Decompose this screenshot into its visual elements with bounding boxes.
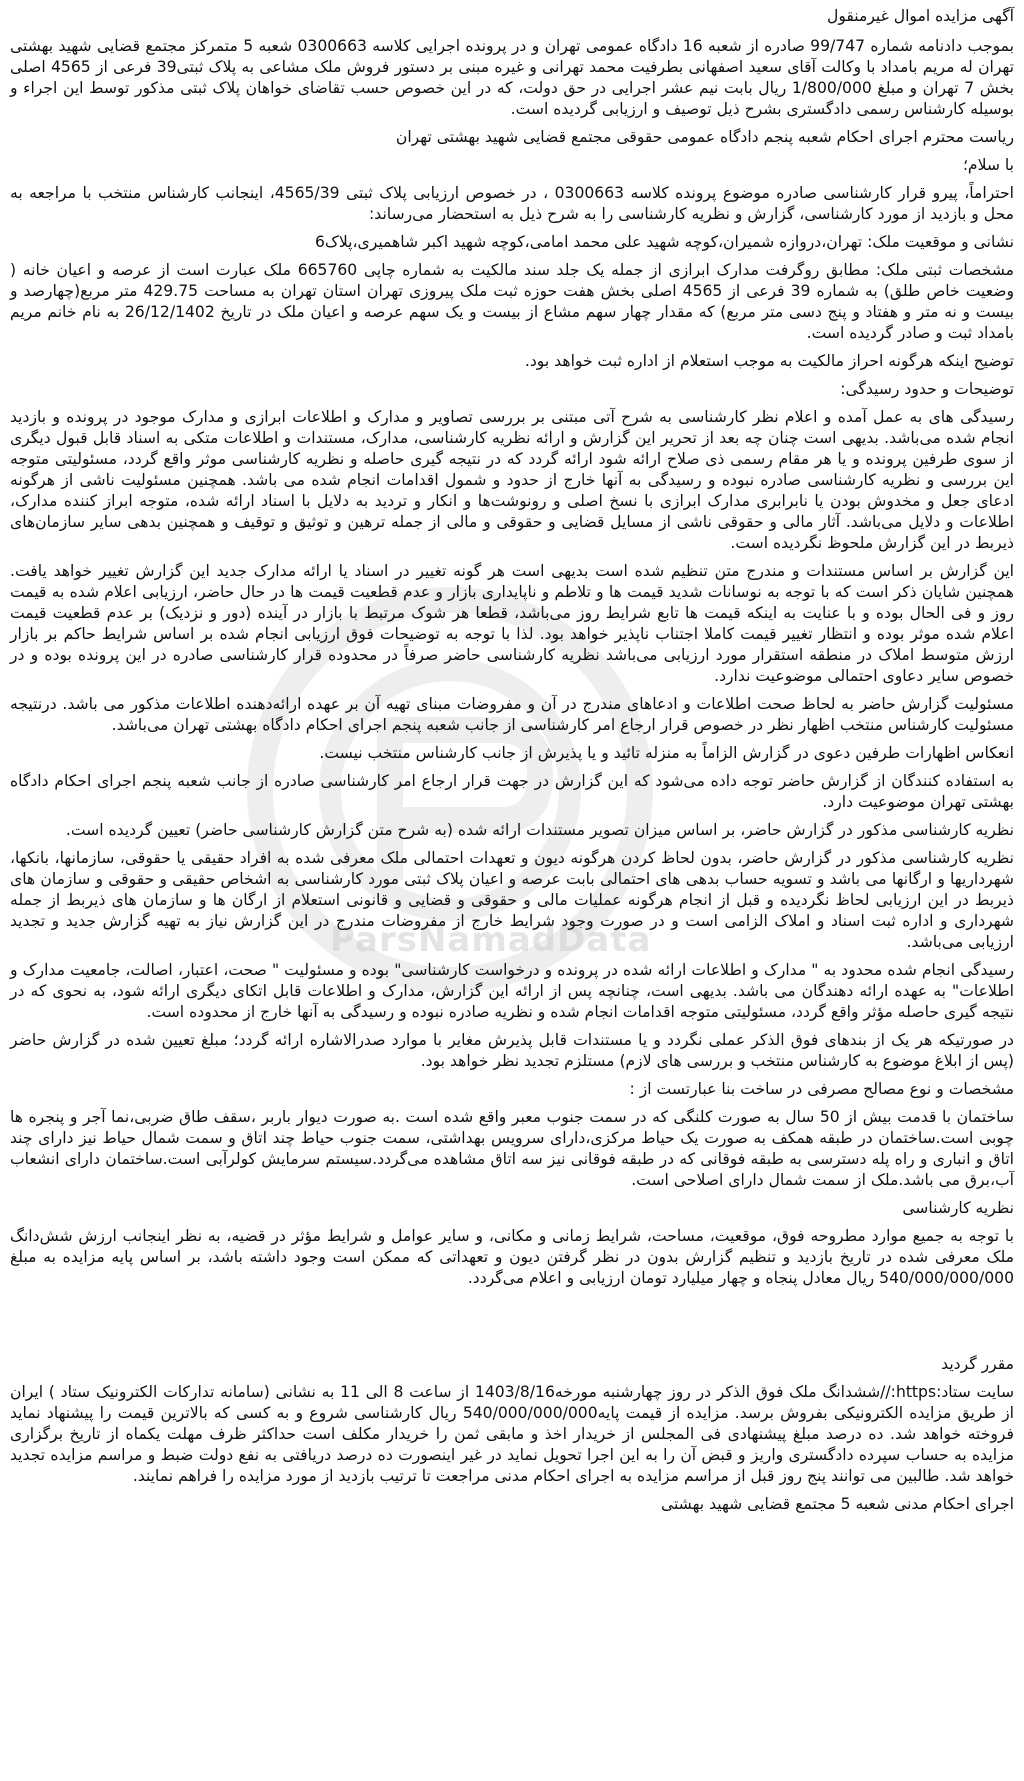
paragraph-responsibility: مسئولیت گزارش حاضر به لحاظ صحت اطلاعات و ادعاهای مندرج در آن و مفروضات مبنای تهیه آن بر عهده ارائه‌دهنده اطلاعات مذکور می باشد. درنتیجه مسئولیت کارشناس منتخب اظهار نظر در خصوص قرار ارجاع امر کارشناسی از جانب شعبه پنجم اجرای احکام دادگاه بهشتی تهران می‌باشد. <box>10 695 1014 734</box>
paragraph-materials-heading: مشخصات و نوع مصالح مصرفی در ساخت بنا عبارتست از : <box>629 1080 1014 1098</box>
paragraph-ownership-note: توضیح اینکه هرگونه احراز مالکیت به موجب استعلام از اداره ثبت خواهد بود. <box>524 352 1014 370</box>
paragraph-registration-details: مشخصات ثبتی ملک: مطابق روگرفت مدارک ابرازی از جمله یک جلد سند مالکیت به شماره چاپی 665760 ملک عبارت است از عرصه و اعیان خانه ( وضعیت خاص طلق) به شماره 39 فرعی از 4565 اصلی بخش هفت حوزه ثبت ملک پیروزی تهران استان تهران به مساحت 429.75 متر مربع(چهارصد و بیست و نه متر و هفتاد و پنج دسی متر مربع) که مقدار چهار سهم مشاع از بیست و یک سهم عرصه و اعیان ملک در تاریخ 26/12/1402 به نام خانم مریم بامداد ثبت و صادر گردیده است. <box>10 261 1015 342</box>
paragraph-debts: نظریه کارشناسی مذکور در گزارش حاضر، بدون لحاظ کردن هرگونه دیون و تعهدات احتمالی ملک معرفی شده به افراد حقیقی یا حقوقی، سازمانها، بانکها، شهرداریها و ارگانها می باشد و تسویه حساب بدهی های احتمالی بابت عرصه و اعیان پلاک ثبتی مورد کارشناسی به اشخاص حقیقی و حقوقی و سازمان های ذیربط در این ارزیابی لحاظ نگردیده و قبل از انجام هرگونه عملیات مالی و حقوقی و قضایی و قانونی استعلام از ارگان ها و سازمان های ذیربط از جمله شهرداری و اداره ثبت اسناد و املاک الزامی است و در صورت وجود شرایط خارج از مفروضات مندرج در این گزارش نیاز به تهیه گزارش جدید و تجدید ارزیابی می‌باشد. <box>10 849 1014 951</box>
paragraph-signature: اجرای احکام مدنی شعبه 5 مجتمع قضایی شهید بهشتی <box>660 1495 1014 1513</box>
watermark-text: ParsNamadData <box>330 920 652 960</box>
auction-notice-document <box>10 6 1014 1522</box>
paragraph-opinion-heading: نظریه کارشناسی <box>902 1199 1014 1217</box>
paragraph-decision-heading: مقرر گردید <box>941 1355 1014 1373</box>
paragraph-scope-heading: توضیحات و حدود رسیدگی: <box>840 380 1014 398</box>
paragraph-addressee: ریاست محترم اجرای احکام شعبه پنجم دادگاه عمومی حقوقی مجتمع قضایی شهید بهشتی تهران <box>395 128 1014 146</box>
paragraph-expert-reference: احتراماً، پیرو قرار کارشناسی صادره موضوع پرونده کلاسه 0300663 ، در خصوص ارزیابی پلاک ثبتی 4565/39، اینجانب کارشناس منتخب با مراجعه به محل و بازدید از مورد کارشناسی، گزارش و نظریه کارشناسی را به شرح ذیل به استحضار می‌رساند: <box>10 184 1014 223</box>
paragraph-intro: بموجب دادنامه شماره 99/747 صادره از شعبه 16 دادگاه عمومی تهران و در پرونده اجرایی کلاسه 0300663 شعبه 5 متمرکز مجتمع قضایی شهید بهشتی تهران له مریم بامداد با وکالت آقای سعید اصفهانی بطرفیت محمد تهرانی و غیره مبنی بر دستور فروش ملک مشاعی به پلاک ثبتی39 فرعی از 4565 اصلی بخش 7 تهران و مبلغ 1/800/000 ریال بابت نیم عشر اجرایی در حق دولت، که در این خصوص حسب تقاضای خواهان پلاک ثبتی مذکور توسط این اجراء و بوسیله کارشناس رسمی دادگستری بشرح ذیل توصیف و ارزیابی گردیده است. <box>10 37 1014 118</box>
paragraph-greeting: با سلام؛ <box>962 156 1014 174</box>
notice-title: آگهی مزایده اموال غیرمنقول <box>827 7 1014 25</box>
paragraph-limitations: رسیدگی انجام شده محدود به " مدارک و اطلاعات ارائه شده در پرونده و درخواست کارشناسی" بوده و مسئولیت " صحت، اعتبار، اصالت، جامعیت مدارک و اطلاعات" به عهده ارائه دهندگان می باشد. بدیهی است، چنانچه پس از ارائه این گزارش، مدارک و اطلاعات قابل اتکای دیگری ارائه شود، به نحوی که در نتیجه گیری حاصله مؤثر واقع گردد، مسئولیتی متوجه اقدامات انجام شده و نظریه صادره نبوده و رسیدگی به آنها خارج از محدوده است. <box>10 961 1014 1021</box>
paragraph-building-description: ساختمان با قدمت بیش از 50 سال به صورت کلنگی که در سمت جنوب معبر واقع شده است .به صورت دیوار باربر ،سقف طاق ضربی،نما آجر و پنجره ها چوبی است.ساختمان در طبقه همکف به صورت یک حیاط مرکزی،دارای سرویس بهداشتی، سمت جنوب حیاط چند اتاق و سمت شمال حیاط نیز دارای چند اتاق و انباری و راه پله دسترسی به طبقه فوقانی که در طبقه فوقانی نیز سه اتاق مشاهده می‌گردد.سیستم سرمایش کولرآبی است.ساختمان دارای انشعاب آب،برق می باشد.ملک از سمت شمال دارای اصلاحی است. <box>10 1108 1014 1189</box>
paragraph-parties-statements: انعکاس اظهارات طرفین دعوی در گزارش الزاماً به منزله تائید و یا پذیرش از جانب کارشناس منتخب نیست. <box>319 744 1014 762</box>
paragraph-property-address: نشانی و موقعیت ملک: تهران،دروازه شمیران،کوچه شهید علی محمد امامی،کوچه شهید اکبر شاهمیری،پلاک6 <box>314 233 1014 251</box>
paragraph-auction-terms: سایت ستاد:https://ششدانگ ملک فوق الذکر در روز چهارشنبه مورخه1403/8/16 از ساعت 8 الی 11 به نشانی (سامانه تدارکات الکترونیک ستاد ) ایران از طریق مزایده الکترونیکی بفروش برسد. مزایده از قیمت پایه540/000/000/000 ریال کارشناسی شروع و به کسی که بالاترین قیمت را پیشنهاد نماید فروخته خواهد شد. ده درصد مبلغ پیشنهادی فی المجلس از خریدار اخذ و مابقی ثمن را خریدار مکلف است حداکثر ظرف مهلت یکماه از تاریخ برگزاری مزایده به حساب سپرده دادگستری واریز و قبض آن را به این اجرا تحویل نماید در غیر اینصورت ده درصد دریافتی به نفع دولت ضبط و مراسم مزایده تجدید خواهد شد. طالبین می توانند پنج روز قبل از مراسم مزایده به اجرای احکام مدنی مراجعت تا ترتیب بازدید از مورد مزایده را فراهم نمایند. <box>10 1383 1015 1485</box>
paragraph-valuation: با توجه به جمیع موارد مطروحه فوق، موقعیت، مساحت، شرایط زمانی و مکانی، و سایر عوامل و شرایط مؤثر در قضیه، به نظر اینجانب ارزش شش‌دانگ ملک معرفی شده در تاریخ بازدید و تنظیم گزارش بدون در نظر گرفتن دیون و تعهداتی که ممکن است وجود داشته باشد، بر اساس پایه مزایده به مبلغ 540/000/000/000 ریال معادل پنجاه و چهار میلیارد تومان ارزیابی و اعلام می‌گردد. <box>10 1227 1014 1287</box>
spacer <box>10 1296 1014 1354</box>
paragraph-revision: در صورتیکه هر یک از بندهای فوق الذکر عملی نگردد و یا مستندات قابل پذیرش مغایر با موارد صدرالاشاره ارائه گردد؛ مبلغ تعیین شده در گزارش حاضر (پس از ابلاغ موضوع به کارشناس منتخب و بررسی های لازم) مستلزم تجدید نظر خواهد بود. <box>10 1031 1014 1070</box>
paragraph-report-usage: به استفاده کنندگان از گزارش حاضر توجه داده می‌شود که این گزارش در جهت قرار ارجاع امر کارشناسی صادره از جانب شعبه پنجم اجرای احکام دادگاه بهشتی تهران موضوعیت دارد. <box>10 772 1014 811</box>
paragraph-basis: نظریه کارشناسی مذکور در گزارش حاضر، بر اساس میزان تصویر مستندات ارائه شده (به شرح متن گزارش کارشناسی حاضر) تعیین گردیده است. <box>65 821 1014 839</box>
paragraph-price-volatility: این گزارش بر اساس مستندات و مندرج متن تنظیم شده است بدیهی است هر گونه تغییر در اسناد یا ارائه مدارک جدید این گزارش تغییر خواهد یافت. همچنین شایان ذکر است که با توجه به نوسانات شدید قیمت ها و تلاطم و ناپایداری بازار و عدم قطعیت قیمت ها در حال حاضر، ارزیابی اعلام شده به قیمت روز و فی الحال بوده و با عنایت به اینکه قیمت ها تابع شرایط روز می‌باشد، قطعا هر شوک مرتبط با بازار در آینده (دور و نزدیک) بر عدم قطعیت قیمت اعلام شده موثر بوده و انتظار تغییر قیمت کاملا اجتناب ناپذیر خواهد بود. لذا با توجه به توضیحات فوق ارزیابی انجام شده بر اساس شرایط حاکم بر بازار ارزش متوسط املاک در منطقه استقرار مورد ارزیابی می‌باشد نظریه کارشناسی حاضر صرفاً در محدوده قرار کارشناسی صادره در این پرونده بوده و در خصوص سایر دعاوی احتمالی موضوعیت ندارد. <box>10 562 1014 685</box>
paragraph-scope-details: رسیدگی های به عمل آمده و اعلام نظر کارشناسی به شرح آتی مبتنی بر بررسی تصاویر و مدارک و اطلاعات ابرازی و مدارک موجود در پرونده و بازدید انجام شده می‌باشد. بدیهی است چنان چه بعد از تحریر این گزارش و ارائه نظریه کارشناسی، مدارک، مستندات و اطلاعات متکی به اسناد قابل قبول دیگری از سوی طرفین پرونده و یا هر مقام رسمی ذی صلاح ارائه شود ارائه گردد که در نتیجه گیری حاصله و نظریه کارشناسی موثر واقع گردد، مسئولیتی متوجه این بررسی و نظریه کارشناسی صادره نبوده و رسیدگی به آنها خارج از حدود و شمول اقدامات انجام شده می باشد. همچنین مسئولیت ناشی از هرگونه ادعای جعل و مخدوش بودن یا نابرابری مدارک ابرازی با نسخ اصلی و رونوشت‌ها و انکار و تردید به دلایل با اسناد ارائه شده، متوجه ابراز کننده مدارک، اطلاعات و دلایل می‌باشد. آثار مالی و حقوقی ناشی از مسایل قضایی و حقوقی و مالی از جمله ترهین و توثیق و توقیف و همچنین بدهی سایر سازمان‌های ذیربط در این گزارش ملحوظ نگردیده است. <box>10 408 1014 552</box>
